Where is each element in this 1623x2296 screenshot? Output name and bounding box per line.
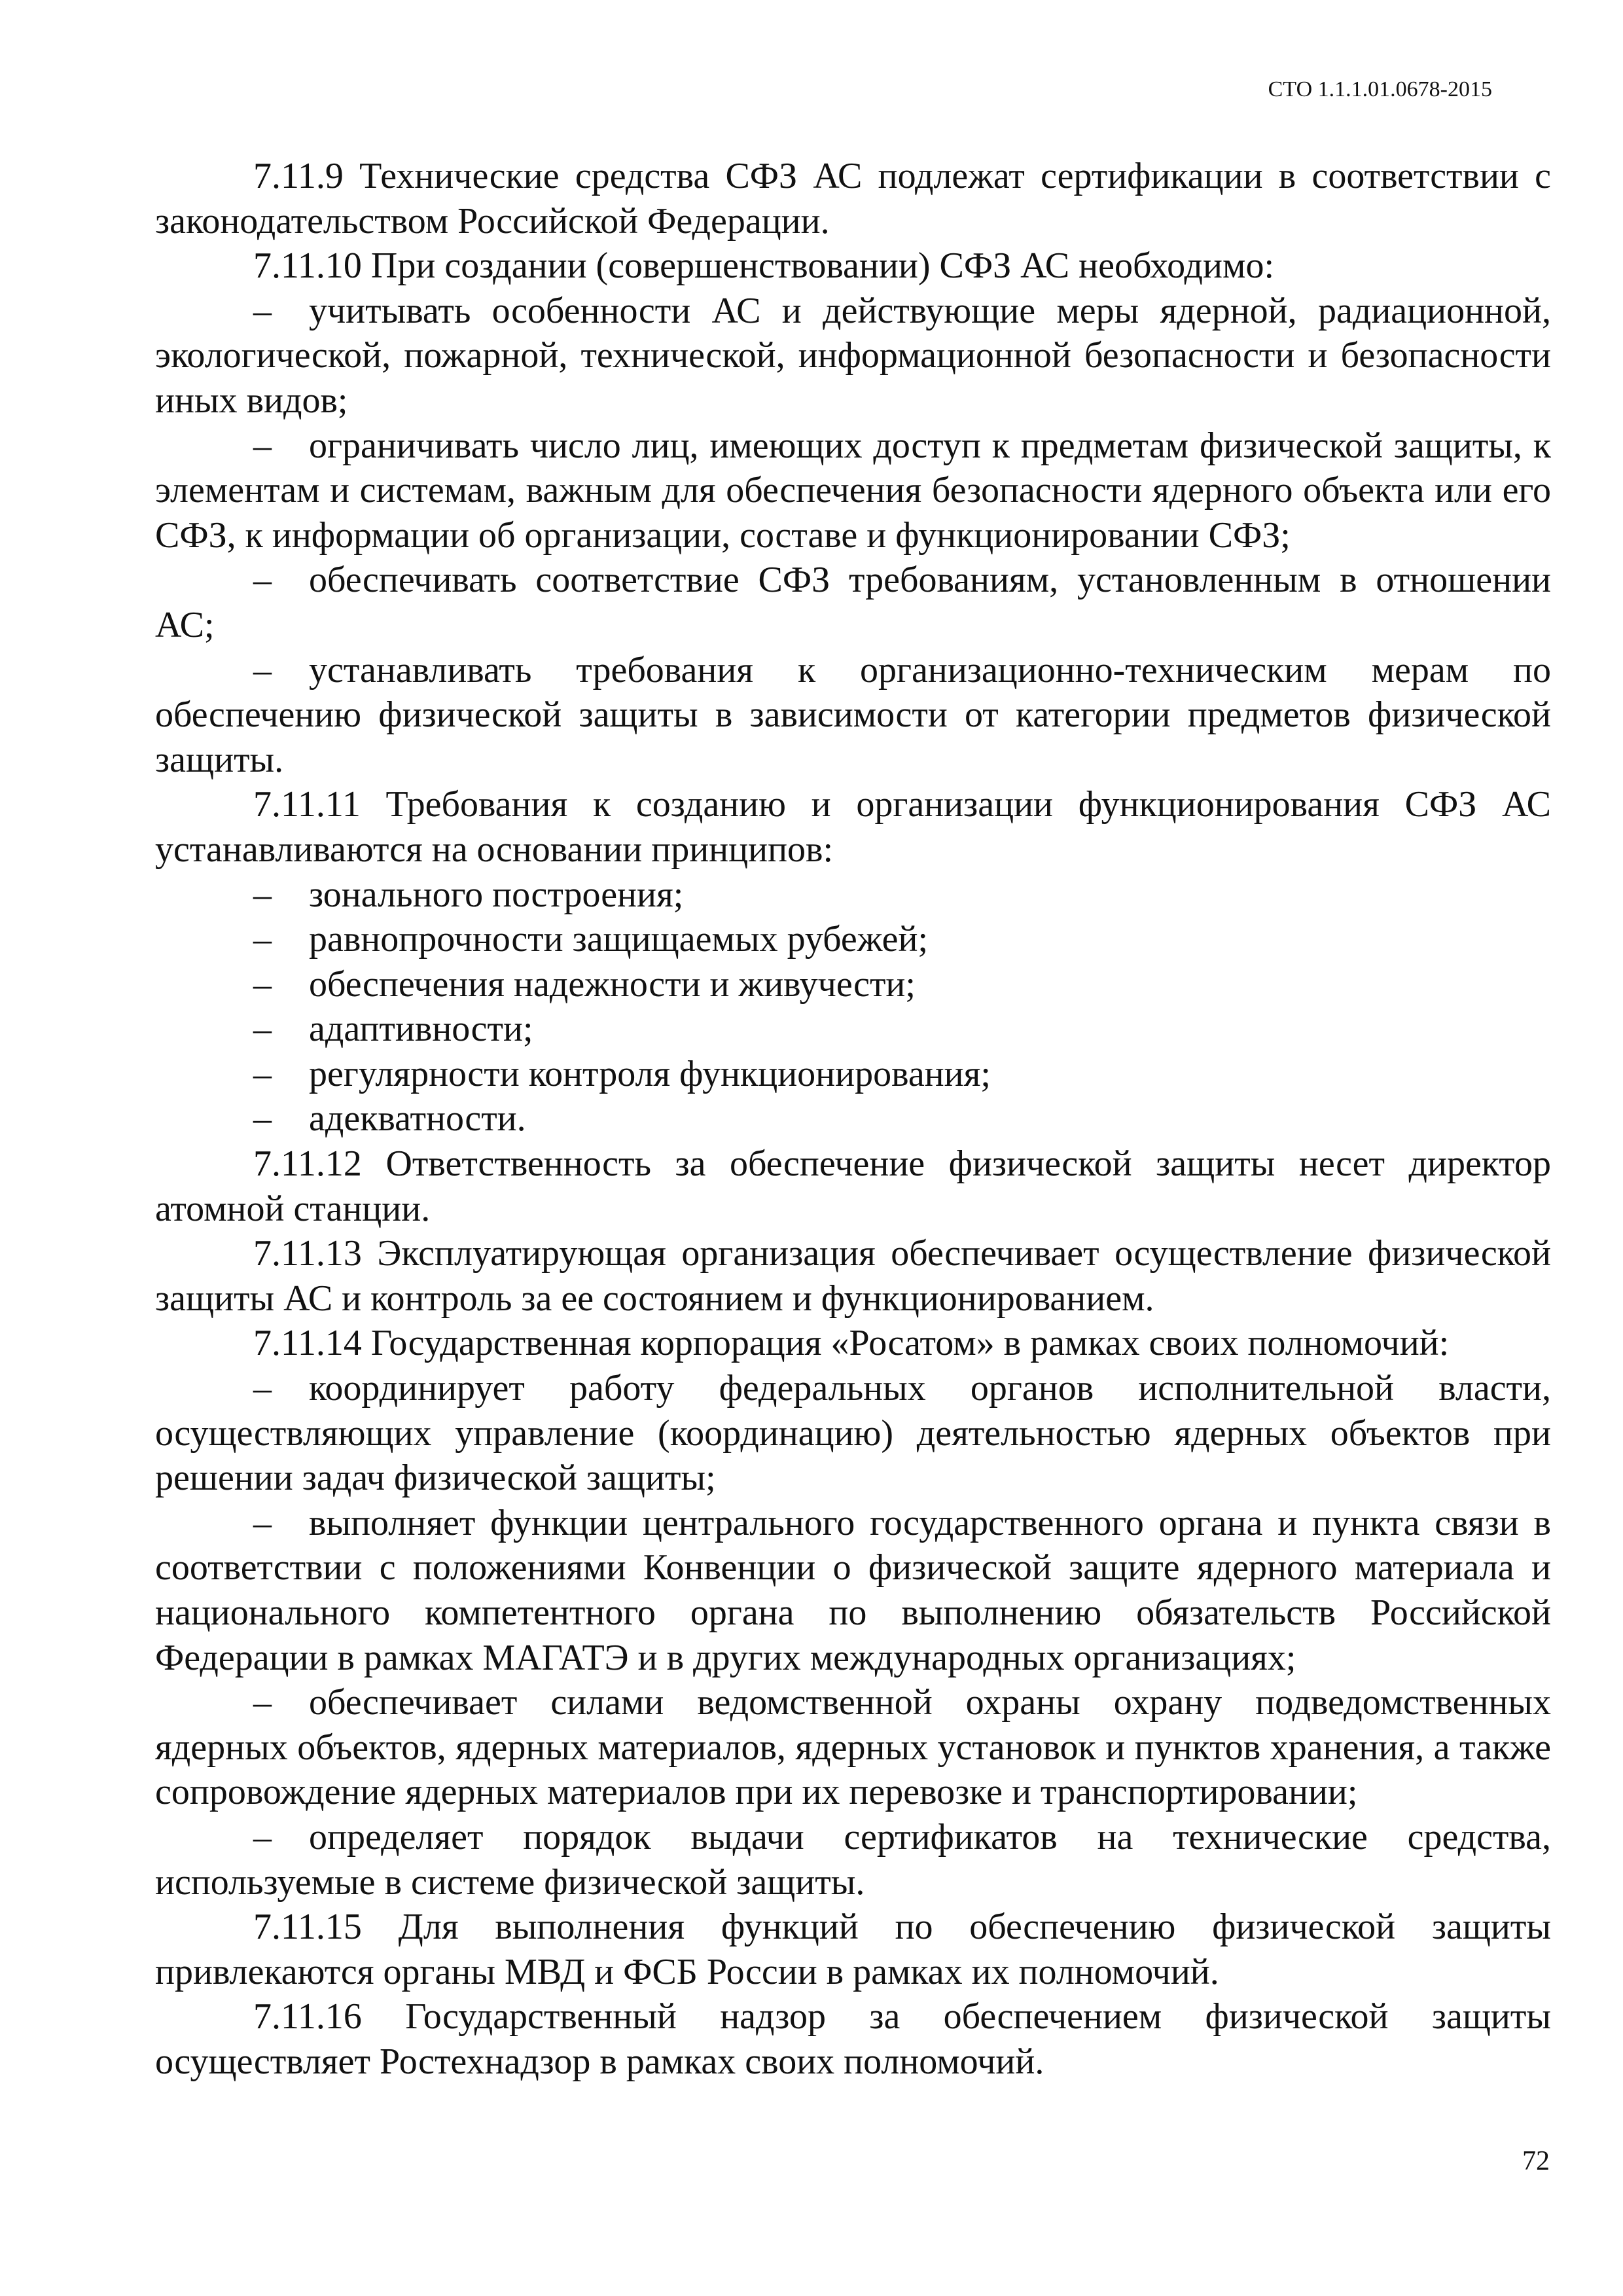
list-item: – координирует работу федеральных органов исполнительной власти, осуществляющих управление (координацию) деятельностью ядерных объектов при решении задач физической защиты; xyxy=(155,1366,1551,1501)
list-item: – обеспечивает силами ведомственной охраны охрану подведомственных ядерных объектов, ядерных материалов, ядерных установок и пунктов хранения, а также сопровождение ядерных материалов при их перевозке и транспортировании; xyxy=(155,1680,1551,1815)
list-item: – выполняет функции центрального государственного органа и пункта связи в соответствии с положениями Конвенции о физической защите ядерного материала и национального компетентного органа по выполнению обязательств Российской Федерации в рамках МАГАТЭ и в других международных организациях; xyxy=(155,1501,1551,1680)
list-item: – определяет порядок выдачи сертификатов на технические средства, используемые в системе физической защиты. xyxy=(155,1815,1551,1905)
clause-7-11-15: 7.11.15 Для выполнения функций по обеспечению физической защиты привлекаются органы МВД и ФСБ России в рамках их полномочий. xyxy=(155,1907,1551,1992)
clause-7-11-13: 7.11.13 Эксплуатирующая организация обеспечивает осуществление физической защиты АС и контроль за ее состоянием и функционированием. xyxy=(155,1233,1551,1319)
list-item: – обеспечивать соответствие СФЗ требованиям, установленным в отношении АС; xyxy=(155,558,1551,647)
list-item: – адаптивности; xyxy=(155,1007,1551,1052)
clause-7-11-11: 7.11.11 Требования к созданию и организации функционирования СФЗ АС устанавливаются на основании принципов: xyxy=(155,784,1551,870)
list-item: – адекватности. xyxy=(155,1096,1551,1141)
list-item: – ограничивать число лиц, имеющих доступ к предметам физической защиты, к элементам и системам, важным для обеспечения безопасности ядерного объекта или его СФЗ, к информации об организации, составе и функционировании СФЗ; xyxy=(155,423,1551,558)
list-item: – устанавливать требования к организационно-техническим мерам по обеспечению физической защиты в зависимости от категории предметов физической защиты. xyxy=(155,648,1551,783)
list-item: – зонального построения; xyxy=(155,872,1551,918)
document-body xyxy=(155,154,1551,2085)
clause-7-11-10: 7.11.10 При создании (совершенствовании) СФЗ АС необходимо: xyxy=(253,245,1275,287)
clause-7-11-9: 7.11.9 Технические средства СФЗ АС подлежат сертификации в соответствии с законодательством Российской Федерации. xyxy=(155,156,1551,242)
list-item: – равнопрочности защищаемых рубежей; xyxy=(155,917,1551,962)
list-item: – регулярности контроля функционирования; xyxy=(155,1052,1551,1097)
list-item: – учитывать особенности АС и действующие меры ядерной, радиационной, экологической, пожарной, технической, информационной безопасности и безопасности иных видов; xyxy=(155,289,1551,423)
list-item: – обеспечения надежности и живучести; xyxy=(155,962,1551,1007)
clause-7-11-16: 7.11.16 Государственный надзор за обеспечением физической защиты осуществляет Ростехнадзор в рамках своих полномочий. xyxy=(155,1996,1551,2082)
clause-7-11-14: 7.11.14 Государственная корпорация «Росатом» в рамках своих полномочий: xyxy=(253,1323,1450,1364)
clause-7-11-12: 7.11.12 Ответственность за обеспечение физической защиты несет директор атомной станции. xyxy=(155,1143,1551,1229)
document-code: СТО 1.1.1.01.0678-2015 xyxy=(1268,77,1492,101)
page-number: 72 xyxy=(1522,2146,1550,2176)
